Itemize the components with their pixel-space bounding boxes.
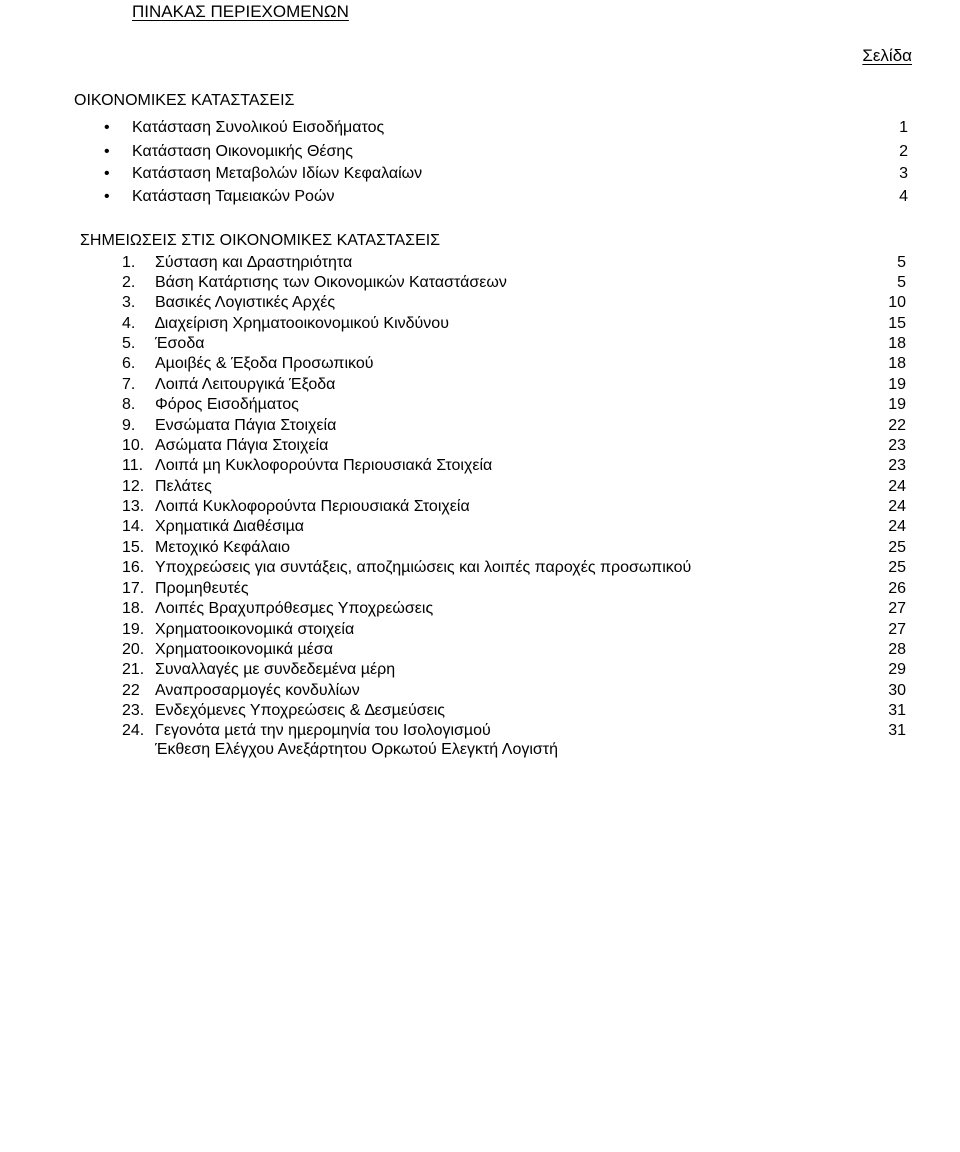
toc-entry-page: 23 (888, 437, 906, 454)
toc-entry-number: 10. (122, 437, 145, 454)
toc-entry-page: 29 (888, 661, 906, 678)
toc-entry[interactable] (122, 601, 906, 619)
bullet-icon: • (104, 143, 110, 160)
toc-entry-number: 22 (122, 682, 140, 699)
toc-entry[interactable] (104, 120, 908, 138)
toc-entry-label: Χρηµατικά ∆ιαθέσιµα (155, 518, 305, 535)
toc-entry-number: 16. (122, 559, 145, 576)
toc-entry-number: 6. (122, 355, 136, 372)
toc-entry-label: Φόρος Εισοδήµατος (155, 396, 299, 413)
toc-entry-number: 24. (122, 722, 145, 739)
toc-entry-page: 4 (899, 188, 908, 205)
toc-entry-label: Λοιπά Λειτουργικά Έξοδα (155, 376, 336, 393)
section-heading-notes: ΣΗΜΕΙΩΣΕΙΣ ΣΤΙΣ ΟΙΚΟΝΟΜΙΚΕΣ ΚΑΤΑΣΤΑΣΕΙΣ (80, 232, 441, 249)
toc-entry-page: 24 (888, 518, 906, 535)
toc-entry-page: 27 (888, 621, 906, 638)
toc-entry-number: 23. (122, 702, 145, 719)
toc-entry[interactable] (122, 479, 906, 497)
toc-entry[interactable] (122, 642, 906, 660)
toc-entry-label: Αναπροσαρµογές κονδυλίων (155, 682, 360, 699)
toc-entry-page: 3 (899, 165, 908, 182)
toc-entry[interactable] (122, 581, 906, 599)
toc-entry-label: Ασώµατα Πάγια Στοιχεία (155, 437, 329, 454)
toc-entry-number: 7. (122, 376, 136, 393)
toc-entry[interactable] (104, 189, 908, 207)
toc-entry-label: Κατάσταση Συνολικού Εισοδήματος (132, 119, 385, 136)
toc-entry[interactable] (104, 166, 908, 184)
toc-entry-number: 4. (122, 315, 136, 332)
bullet-icon: • (104, 188, 110, 205)
toc-entry-label: Έσοδα (155, 335, 205, 352)
toc-entry-number: 11. (122, 457, 144, 474)
toc-entry-page: 22 (888, 417, 906, 434)
toc-entry-number: 15. (122, 539, 145, 556)
page-column-header: Σελίδα (862, 46, 912, 65)
toc-entry-page: 15 (888, 315, 906, 332)
toc-entry-page: 1 (899, 119, 908, 136)
toc-entry-label: Συναλλαγές µε συνδεδεµένα µέρη (155, 661, 396, 678)
toc-entry-label: Λοιπά µη Κυκλοφορούντα Περιουσιακά Στοιχεία (155, 457, 493, 474)
toc-entry-page: 2 (899, 143, 908, 160)
toc-entry[interactable] (122, 622, 906, 640)
toc-entry-page: 18 (888, 335, 906, 352)
toc-entry-label: Βάση Κατάρτισης των Οικονοµικών Καταστάσεων (155, 274, 507, 291)
toc-entry-label: Ενσώµατα Πάγια Στοιχεία (155, 417, 337, 434)
toc-entry-number: 21. (122, 661, 145, 678)
toc-entry-number: 13. (122, 498, 145, 515)
toc-entry-number: 9. (122, 417, 136, 434)
toc-entry-label: Μετοχικό Κεφάλαιο (155, 539, 291, 556)
toc-entry-label: Χρηµατοοικονοµικά στοιχεία (155, 621, 355, 638)
toc-entry-label: Κατάσταση Ταµειακών Ροών (132, 188, 335, 205)
toc-entry[interactable] (122, 723, 906, 741)
toc-entry-label: Λοιπά Κυκλοφορούντα Περιουσιακά Στοιχεία (155, 498, 470, 515)
toc-entry-page: 25 (888, 539, 906, 556)
toc-entry[interactable] (122, 703, 906, 721)
toc-entry[interactable] (122, 662, 906, 680)
toc-entry-page: 25 (888, 559, 906, 576)
bullet-icon: • (104, 119, 110, 136)
toc-entry[interactable] (104, 144, 908, 162)
toc-entry[interactable] (122, 356, 906, 374)
toc-entry[interactable] (122, 540, 906, 558)
toc-entry-label: Πελάτες (155, 478, 212, 495)
toc-entry-number: 17. (122, 580, 145, 597)
toc-entry-number: 18. (122, 600, 145, 617)
toc-entry[interactable] (122, 519, 906, 537)
toc-entry-number: 14. (122, 518, 145, 535)
toc-entry[interactable] (122, 295, 906, 313)
toc-entry[interactable] (122, 275, 906, 293)
toc-entry-page: 19 (888, 396, 906, 413)
toc-entry[interactable] (122, 560, 906, 578)
toc-entry-page: 31 (888, 722, 906, 739)
toc-entry-page: 18 (888, 355, 906, 372)
toc-entry-label: ∆ιαχείριση Χρηµατοοικονοµικού Κινδύνου (155, 315, 449, 332)
toc-entry-page: 30 (888, 682, 906, 699)
section-heading-financial-statements: ΟΙΚΟΝΟΜΙΚΕΣ ΚΑΤΑΣΤΑΣΕΙΣ (74, 92, 295, 109)
toc-entry-page: 19 (888, 376, 906, 393)
toc-entry-page: 5 (897, 254, 906, 271)
toc-entry[interactable] (122, 336, 906, 354)
toc-entry-page: 24 (888, 498, 906, 515)
auditor-report-entry[interactable]: Έκθεση Ελέγχου Ανεξάρτητου Ορκωτού Ελεγκτή Λογιστή (155, 741, 558, 758)
toc-entry-label: Γεγονότα µετά την ηµεροµηνία του Ισολογισµού (155, 722, 491, 739)
toc-entry-number: 19. (122, 621, 145, 638)
toc-entry-label: Ενδεχόµενες Υποχρεώσεις & ∆εσµεύσεις (155, 702, 446, 719)
bullet-icon: • (104, 165, 110, 182)
toc-entry-page: 27 (888, 600, 906, 617)
toc-entry[interactable] (122, 683, 906, 701)
toc-entry-number: 3. (122, 294, 136, 311)
toc-entry-label: Κατάσταση Μεταβολών Ιδίων Κεφαλαίων (132, 165, 423, 182)
toc-entry-number: 8. (122, 396, 136, 413)
toc-entry[interactable] (122, 458, 906, 476)
toc-entry[interactable] (122, 499, 906, 517)
toc-entry-label: Λοιπές Βραχυπρόθεσµες Υποχρεώσεις (155, 600, 434, 617)
toc-entry-page: 23 (888, 457, 906, 474)
toc-entry-label: Χρηµατοοικονοµικά µέσα (155, 641, 333, 658)
toc-entry-number: 20. (122, 641, 145, 658)
toc-entry[interactable] (122, 438, 906, 456)
toc-entry-label: Σύσταση και ∆ραστηριότητα (155, 254, 353, 271)
toc-entry[interactable] (122, 316, 906, 334)
toc-entry-page: 26 (888, 580, 906, 597)
toc-entry-page: 24 (888, 478, 906, 495)
toc-entry[interactable] (122, 255, 906, 273)
toc-entry[interactable] (122, 377, 906, 395)
toc-entry-page: 28 (888, 641, 906, 658)
toc-entry-label: Βασικές Λογιστικές Αρχές (155, 294, 336, 311)
toc-entry-page: 10 (888, 294, 906, 311)
toc-entry-number: 5. (122, 335, 136, 352)
toc-entry-label: Αµοιβές & Έξοδα Προσωπικού (155, 355, 374, 372)
toc-entry-label: Κατάσταση Οικονοµικής Θέσης (132, 143, 353, 160)
toc-entry-number: 2. (122, 274, 136, 291)
toc-entry-page: 5 (897, 274, 906, 291)
document-title: ΠΙΝΑΚΑΣ ΠΕΡΙΕΧΟΜΕΝΩΝ (132, 2, 349, 21)
toc-entry[interactable] (122, 397, 906, 415)
toc-entry-label: Υποχρεώσεις για συντάξεις, αποζηµιώσεις και λοιπές παροχές προσωπικού (155, 559, 692, 576)
toc-entry[interactable] (122, 418, 906, 436)
toc-entry-page: 31 (888, 702, 906, 719)
toc-entry-label: Προµηθευτές (155, 580, 249, 597)
toc-entry-number: 1. (122, 254, 136, 271)
toc-entry-number: 12. (122, 478, 145, 495)
